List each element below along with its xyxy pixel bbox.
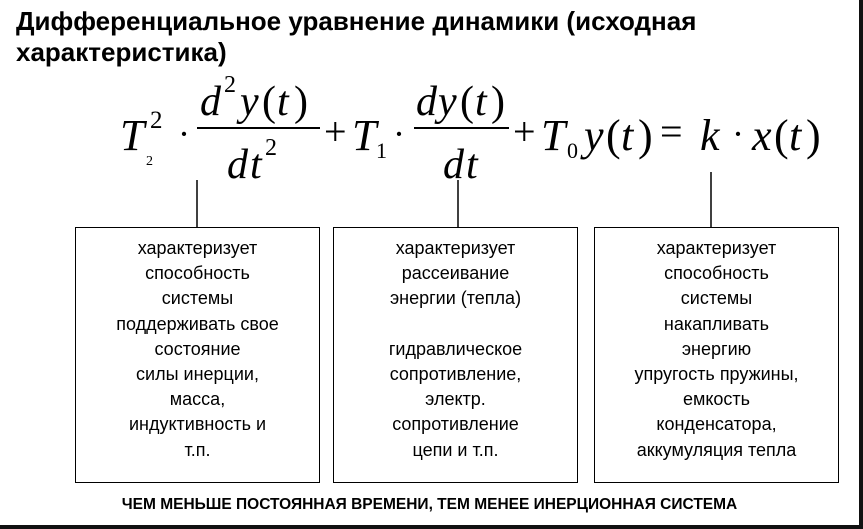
eq-equals: = [660, 109, 683, 154]
eq-T2-sub: 2 [146, 154, 153, 169]
box-line: энергию [681, 338, 752, 359]
box-line: характеризует [137, 238, 258, 258]
eq-y-t: t [621, 111, 634, 160]
box-line: характеризует [395, 238, 516, 258]
eq-T1: T [352, 111, 377, 160]
eq-T0: T [541, 111, 566, 160]
box-line: цепи и т.п. [412, 439, 499, 460]
eq-den-t: t [250, 142, 262, 188]
eq-k: k [700, 111, 720, 160]
box-line: рассеивание [401, 263, 510, 284]
eq-num2-d: d [416, 79, 437, 125]
box-line: электр. [425, 389, 486, 410]
eq-num-d: d [200, 79, 221, 125]
eq-x-lparen: ( [774, 111, 789, 160]
eq-plus-2: + [513, 109, 536, 154]
eq-y-lparen: ( [606, 111, 621, 160]
box-line: способность [664, 263, 769, 284]
box-line: характеризует [656, 238, 777, 258]
box-line: гидравлическое [388, 338, 523, 359]
eq-T2-sup: 2 [150, 107, 163, 134]
eq-num-y: y [240, 79, 259, 125]
box-line: сопротивление, [389, 364, 522, 384]
box-line: индуктивность и [128, 414, 267, 435]
dissipation-term-box [333, 227, 578, 483]
eq-den-sup: 2 [265, 135, 277, 161]
eq-y-rparen: ) [638, 111, 653, 160]
eq-x-t: t [789, 111, 802, 160]
eq-x-rparen: ) [806, 111, 821, 160]
box-line: емкость [682, 389, 751, 410]
eq-x: x [752, 111, 772, 160]
eq-dot-2: · [393, 114, 405, 154]
box-line: масса, [169, 389, 226, 410]
slide-title: Дифференциальное уравнение динамики (исходная характеристика) [16, 6, 697, 67]
eq-den2-d: d [443, 142, 464, 188]
footer-conclusion: ЧЕМ МЕНЬШЕ ПОСТОЯННАЯ ВРЕМЕНИ, ТЕМ МЕНЕЕ ИНЕРЦИОННАЯ СИСТЕМА [121, 496, 738, 513]
box-line: т.п. [184, 439, 211, 460]
eq-den2-t: t [466, 142, 478, 188]
box-line: энергии (тепла) [389, 288, 522, 309]
storage-term-box [594, 227, 839, 483]
eq-num-rparen: ) [294, 79, 308, 125]
eq-plus-1: + [324, 109, 347, 154]
eq-num-sup: 2 [224, 72, 236, 98]
box-line: силы инерции, [136, 364, 259, 385]
box-line: способность [145, 263, 250, 284]
eq-y: y [584, 111, 604, 160]
box-line: накапливать [663, 313, 770, 334]
eq-dot-3: · [732, 114, 744, 154]
eq-T0-sub: 0 [567, 138, 578, 163]
box-line: системы [161, 288, 234, 309]
eq-T2: T [120, 111, 145, 160]
box-line: упругость пружины, [634, 364, 799, 385]
box-line: аккумуляция тепла [636, 439, 797, 460]
eq-num-lparen: ( [262, 79, 276, 125]
eq-num2-t: t [475, 79, 487, 125]
inertia-term-box [75, 227, 320, 483]
eq-num2-lparen: ( [460, 79, 474, 125]
eq-T1-sub: 1 [376, 138, 387, 163]
box-line: сопротивление [392, 414, 519, 435]
box-line: состояние [154, 338, 241, 359]
box-line: системы [680, 288, 753, 309]
eq-dot-1: · [178, 114, 190, 154]
eq-num2-rparen: ) [491, 79, 505, 125]
eq-num2-y: y [438, 79, 457, 125]
box-line: поддерживать свое [116, 313, 279, 334]
box-line: конденсатора, [656, 414, 777, 435]
eq-den-d: d [227, 142, 248, 188]
eq-num-t: t [277, 79, 289, 125]
